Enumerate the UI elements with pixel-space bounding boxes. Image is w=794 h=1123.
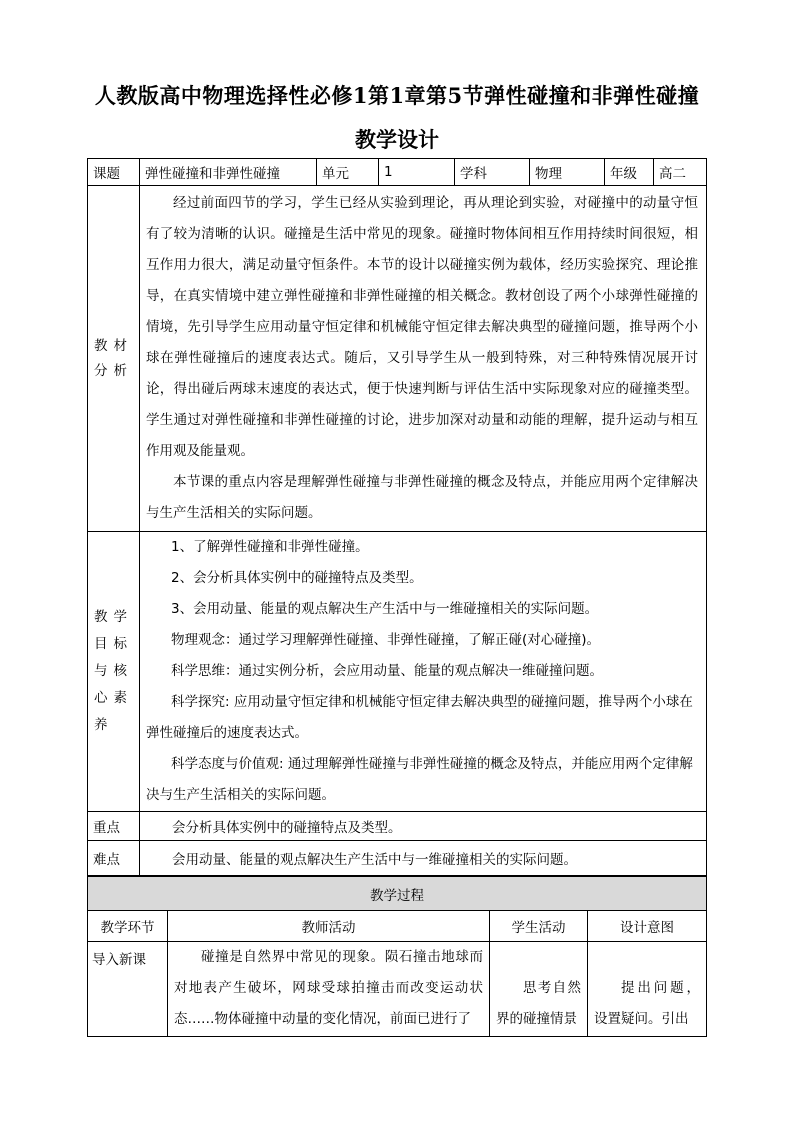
analysis-content bbox=[140, 186, 707, 532]
col-intent: 设计意图 bbox=[588, 911, 707, 942]
row-intent-text: 提出问题，设置疑问。引出 bbox=[594, 980, 700, 1027]
difficulty-label: 难点 bbox=[88, 841, 140, 876]
difficulty-row bbox=[88, 841, 707, 876]
process-header-row bbox=[88, 911, 707, 942]
goal-item: 科学态度与价值观: 通过理解弹性碰撞与非弹性碰撞的概念及特点，并能应用两个定律解决与生产生活相关的实际问题。 bbox=[146, 756, 693, 803]
grade-value: 高二 bbox=[654, 159, 707, 186]
key-point-label: 重点 bbox=[88, 812, 140, 841]
doc-subtitle: 教学设计 bbox=[355, 127, 439, 152]
process-title-row bbox=[88, 877, 707, 911]
row-intent bbox=[588, 942, 707, 1037]
row-teacher bbox=[168, 942, 490, 1037]
analysis-paragraph: 本节课的重点内容是理解弹性碰撞与非弹性碰撞的概念及特点，并能应用两个定律解决与生产生活相关的实际问题。 bbox=[146, 474, 698, 521]
lesson-info-table bbox=[87, 158, 707, 876]
topic-label: 课题 bbox=[88, 159, 140, 186]
subject-label: 学科 bbox=[455, 159, 530, 186]
col-stage: 教学环节 bbox=[88, 911, 168, 942]
goal-item: 科学思维：通过实例分析，会应用动量、能量的观点解决一维碰撞问题。 bbox=[171, 663, 603, 679]
process-row bbox=[88, 942, 707, 1037]
analysis-paragraph: 经过前面四节的学习，学生已经从实验到理论，再从理论到实验，对碰撞中的动量守恒有了较为清晰的认识。碰撞是生活中常见的现象。碰撞时物体间相互作用持续时间很短，相互作用力很大，满足动量守恒条件。本节的设计以碰撞实例为载体，经历实验探究、理论推导，在真实情境中建立弹性碰撞和非弹性碰撞的相关概念。教材创设了两个小球弹性碰撞的情境，先引导学生应用动量守恒定律和机械能守恒定律去解决典型的碰撞问题，推导两个小球在弹性碰撞后的速度表达式。随后，又引导学生从一般到特殊，对三种特殊情况展开讨论，得出碰后两球末速度的表达式，便于快速判断与评估生活中实际现象对应的碰撞类型。学生通过对弹性碰撞和非弹性碰撞的讨论，进步加深对动量和动能的理解，提升运动与相互作用观及能量观。 bbox=[146, 195, 698, 459]
header-row bbox=[88, 159, 707, 186]
key-point-row bbox=[88, 812, 707, 841]
goal-item: 3、会用动量、能量的观点解决生产生活中与一维碰撞相关的实际问题。 bbox=[171, 601, 599, 617]
col-teacher: 教师活动 bbox=[168, 911, 490, 942]
row-teacher-text: 碰撞是自然界中常见的现象。陨石撞击地球而对地表产生破坏，网球受球拍撞击而改变运动状态……物体碰撞中动量的变化情况，前面已进行了 bbox=[174, 949, 483, 1027]
topic-value: 弹性碰撞和非弹性碰撞 bbox=[140, 159, 317, 186]
analysis-row bbox=[88, 186, 707, 532]
difficulty-value: 会用动量、能量的观点解决生产生活中与一维碰撞相关的实际问题。 bbox=[140, 841, 707, 876]
goal-item: 2、会分析具体实例中的碰撞特点及类型。 bbox=[171, 570, 423, 586]
doc-title: 人教版高中物理选择性必修1第1章第5节弹性碰撞和非弹性碰撞 bbox=[94, 83, 700, 108]
analysis-label bbox=[88, 186, 140, 532]
goal-item: 物理观念：通过学习理解弹性碰撞、非弹性碰撞，了解正碰(对心碰撞)。 bbox=[171, 632, 601, 648]
goal-item: 1、了解弹性碰撞和非弹性碰撞。 bbox=[171, 539, 369, 555]
row-student bbox=[490, 942, 588, 1037]
col-student: 学生活动 bbox=[490, 911, 588, 942]
process-title: 教学过程 bbox=[88, 877, 707, 911]
goals-row bbox=[88, 532, 707, 812]
goals-label-text: 教学目标与核心素养 bbox=[94, 609, 133, 733]
teaching-process-table bbox=[87, 876, 707, 1037]
subject-value: 物理 bbox=[530, 159, 605, 186]
goals-content bbox=[140, 532, 707, 812]
unit-label: 单元 bbox=[317, 159, 379, 186]
unit-value: 1 bbox=[379, 159, 455, 186]
row-student-text: 思考自然界的碰撞情景 bbox=[496, 980, 581, 1027]
analysis-label-text: 教材分析 bbox=[94, 337, 133, 379]
key-point-value: 会分析具体实例中的碰撞特点及类型。 bbox=[140, 812, 707, 841]
row-stage: 导入新课 bbox=[88, 942, 168, 1037]
grade-label: 年级 bbox=[605, 159, 654, 186]
goal-item: 科学探究: 应用动量守恒定律和机械能守恒定律去解决典型的碰撞问题，推导两个小球在弹性碰撞后的速度表达式。 bbox=[146, 694, 693, 741]
goals-label bbox=[88, 532, 140, 812]
